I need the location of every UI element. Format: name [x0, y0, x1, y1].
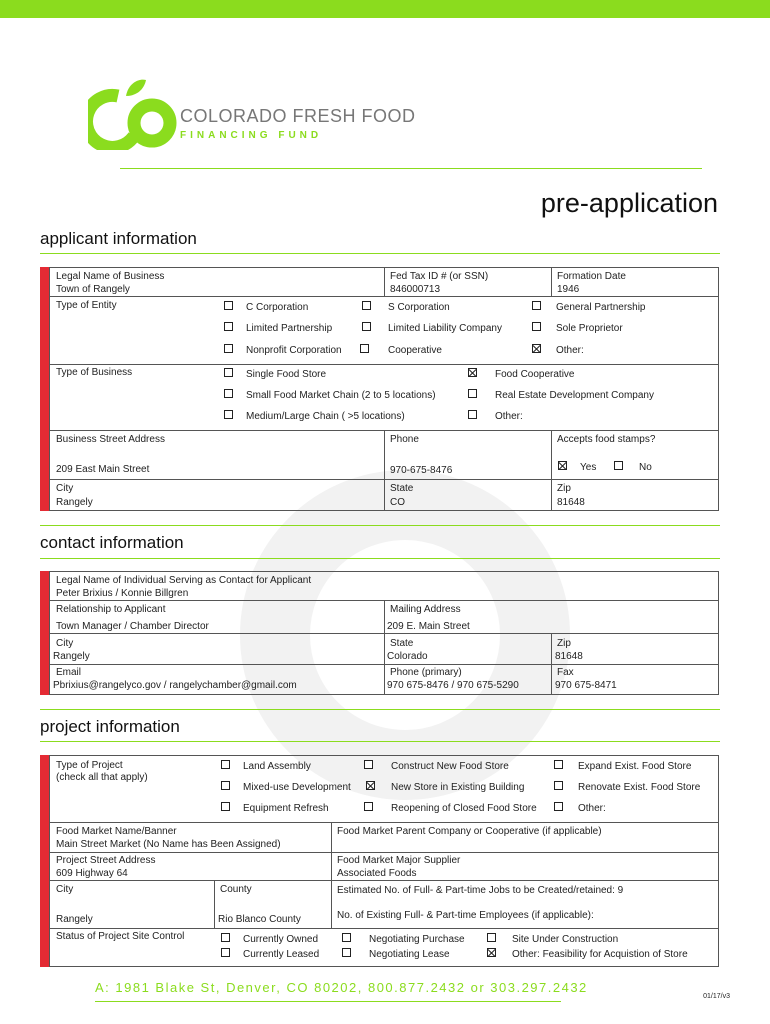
county-field[interactable]: Rio Blanco County [218, 914, 301, 925]
option-label: Mixed-use Development [243, 782, 351, 793]
entity-c-corp-checkbox[interactable] [224, 301, 233, 310]
option-label: Other: [578, 803, 606, 814]
option-label: Limited Partnership [246, 323, 333, 334]
project-type-label: Type of Project [56, 760, 123, 771]
contact-zip-label: Zip [557, 638, 571, 649]
entity-limited-partnership-checkbox[interactable] [224, 322, 233, 331]
colorado-fresh-food-logo-icon [88, 78, 178, 150]
section-divider [40, 709, 720, 710]
entity-cooperative-checkbox[interactable] [360, 344, 369, 353]
business-small-chain-checkbox[interactable] [224, 389, 233, 398]
supplier-field[interactable]: Associated Foods [337, 868, 417, 879]
option-label: Single Food Store [246, 369, 327, 380]
project-type-sublabel: (check all that apply) [56, 772, 148, 783]
site-control-label: Status of Project Site Control [56, 931, 185, 942]
relationship-label: Relationship to Applicant [56, 604, 166, 615]
option-label: Reopening of Closed Food Store [391, 803, 537, 814]
option-label: Cooperative [388, 345, 442, 356]
option-label: Expand Exist. Food Store [578, 761, 692, 772]
option-label: Land Assembly [243, 761, 311, 772]
section-heading-project: project information [40, 717, 180, 736]
contact-state-field[interactable]: Colorado [387, 651, 428, 662]
option-label: Construct New Food Store [391, 761, 509, 772]
formation-date-field[interactable]: 1946 [557, 284, 580, 295]
option-label: General Partnership [556, 302, 646, 313]
brand-subtitle: FINANCING FUND [180, 130, 323, 141]
mailing-field[interactable]: 209 E. Main Street [387, 621, 470, 632]
option-label: Nonprofit Corporation [246, 345, 342, 356]
contact-city-field[interactable]: Rangely [53, 651, 90, 662]
option-label: Other: [556, 345, 584, 356]
entity-type-label: Type of Entity [56, 300, 117, 311]
section-heading-contact: contact information [40, 533, 184, 552]
business-real-estate-checkbox[interactable] [468, 389, 477, 398]
entity-other-checkbox[interactable] [532, 344, 541, 353]
option-label: Currently Leased [243, 949, 320, 960]
section-divider [40, 558, 720, 559]
project-street-label: Project Street Address [56, 855, 156, 866]
business-other-checkbox[interactable] [468, 410, 477, 419]
entity-s-corp-checkbox[interactable] [362, 301, 371, 310]
project-expand-checkbox[interactable] [554, 760, 563, 769]
project-new-store-existing-checkbox[interactable] [366, 781, 375, 790]
site-negotiating-lease-checkbox[interactable] [342, 948, 351, 957]
brand-name: COLORADO FRESH FOOD [180, 106, 416, 126]
street-label: Business Street Address [56, 434, 165, 445]
entity-general-partnership-checkbox[interactable] [532, 301, 541, 310]
section-divider [40, 525, 720, 526]
business-food-coop-checkbox[interactable] [468, 368, 477, 377]
project-city-label: City [56, 884, 74, 895]
fax-field[interactable]: 970 675-8471 [555, 680, 617, 691]
option-label: Medium/Large Chain ( >5 locations) [246, 411, 405, 422]
section-marker [40, 267, 49, 511]
option-label: C Corporation [246, 302, 309, 313]
site-owned-checkbox[interactable] [221, 933, 230, 942]
project-renovate-checkbox[interactable] [554, 781, 563, 790]
project-city-field[interactable]: Rangely [56, 914, 93, 925]
fed-tax-field[interactable]: 846000713 [390, 284, 441, 295]
phone-field[interactable]: 970-675-8476 [390, 465, 453, 476]
entity-sole-proprietor-checkbox[interactable] [532, 322, 541, 331]
section-marker [40, 571, 49, 695]
project-other-checkbox[interactable] [554, 802, 563, 811]
site-leased-checkbox[interactable] [221, 948, 230, 957]
relationship-field[interactable]: Town Manager / Chamber Director [56, 621, 209, 632]
contact-zip-field[interactable]: 81648 [555, 651, 583, 662]
project-land-assembly-checkbox[interactable] [221, 760, 230, 769]
food-stamps-yes-checkbox[interactable] [558, 461, 567, 470]
footer-divider [95, 1001, 561, 1002]
street-field[interactable]: 209 East Main Street [56, 464, 150, 475]
city-field[interactable]: Rangely [56, 497, 93, 508]
project-mixed-use-checkbox[interactable] [221, 781, 230, 790]
food-stamps-label: Accepts food stamps? [557, 434, 656, 445]
contact-state-label: State [390, 638, 414, 649]
contact-name-label: Legal Name of Individual Serving as Contact for Applicant [56, 575, 312, 586]
top-accent-bar [0, 0, 770, 18]
option-label: New Store in Existing Building [391, 782, 525, 793]
version-label: 01/17/v3 [703, 993, 730, 1000]
option-label: Sole Proprietor [556, 323, 623, 334]
legal-name-field[interactable]: Town of Rangely [56, 284, 130, 295]
option-label: Other: Feasibility for Acquistion of Store [512, 949, 688, 960]
option-label: S Corporation [388, 302, 450, 313]
state-label: State [390, 483, 414, 494]
option-label: Small Food Market Chain (2 to 5 locations) [246, 390, 436, 401]
section-divider [40, 253, 720, 254]
contact-phone-label: Phone (primary) [390, 667, 462, 678]
phone-label: Phone [390, 434, 419, 445]
option-label: Renovate Exist. Food Store [578, 782, 701, 793]
county-label: County [220, 884, 252, 895]
legal-name-label: Legal Name of Business [56, 271, 165, 282]
business-single-store-checkbox[interactable] [224, 368, 233, 377]
business-type-label: Type of Business [56, 367, 133, 378]
section-marker [40, 755, 49, 967]
yes-label: Yes [580, 462, 597, 473]
site-other-checkbox[interactable] [487, 948, 496, 957]
site-under-construction-checkbox[interactable] [487, 933, 496, 942]
supplier-label: Food Market Major Supplier [337, 855, 461, 866]
option-label: Real Estate Development Company [495, 390, 654, 401]
parent-company-label: Food Market Parent Company or Cooperative (if applicable) [337, 826, 602, 837]
business-large-chain-checkbox[interactable] [224, 410, 233, 419]
site-negotiating-purchase-checkbox[interactable] [342, 933, 351, 942]
no-label: No [639, 462, 652, 473]
option-label: Food Cooperative [495, 369, 575, 380]
project-construct-new-checkbox[interactable] [364, 760, 373, 769]
market-name-label: Food Market Name/Banner [56, 826, 177, 837]
option-label: Other: [495, 411, 523, 422]
zip-field[interactable]: 81648 [557, 497, 585, 508]
option-label: Negotiating Purchase [369, 934, 465, 945]
fax-label: Fax [557, 667, 574, 678]
contact-city-label: City [56, 638, 74, 649]
existing-jobs-label: No. of Existing Full- & Part-time Employees (if applicable): [337, 910, 594, 921]
contact-name-field[interactable]: Peter Brixius / Konnie Billgren [56, 588, 189, 599]
header-divider [120, 168, 702, 169]
entity-nonprofit-checkbox[interactable] [224, 344, 233, 353]
fed-tax-label: Fed Tax ID # (or SSN) [390, 271, 489, 282]
email-field[interactable]: Pbrixius@rangelyco.gov / rangelychamber@gmail.com [53, 680, 297, 691]
food-stamps-no-checkbox[interactable] [614, 461, 623, 470]
page-title: pre-application [540, 188, 718, 218]
state-field[interactable]: CO [390, 497, 405, 508]
footer-address: A: 1981 Blake St, Denver, CO 80202, 800.877.2432 or 303.297.2432 [95, 980, 588, 995]
option-label: Negotiating Lease [369, 949, 450, 960]
market-name-field[interactable]: Main Street Market (No Name has Been Assigned) [56, 839, 281, 850]
contact-phone-field[interactable]: 970 675-8476 / 970 675-5290 [387, 680, 519, 691]
project-equipment-checkbox[interactable] [221, 802, 230, 811]
zip-label: Zip [557, 483, 571, 494]
project-reopening-checkbox[interactable] [364, 802, 373, 811]
section-heading-applicant: applicant information [40, 229, 197, 248]
city-label: City [56, 483, 74, 494]
email-label: Email [56, 667, 82, 678]
project-street-field[interactable]: 609 Highway 64 [56, 868, 128, 879]
option-label: Equipment Refresh [243, 803, 329, 814]
jobs-created-label: Estimated No. of Full- & Part-time Jobs to be Created/retained: 9 [337, 885, 624, 896]
option-label: Limited Liability Company [388, 323, 502, 334]
formation-date-label: Formation Date [557, 271, 626, 282]
entity-llc-checkbox[interactable] [362, 322, 371, 331]
mailing-label: Mailing Address [390, 604, 461, 615]
option-label: Currently Owned [243, 934, 319, 945]
option-label: Site Under Construction [512, 934, 619, 945]
section-divider [40, 741, 720, 742]
